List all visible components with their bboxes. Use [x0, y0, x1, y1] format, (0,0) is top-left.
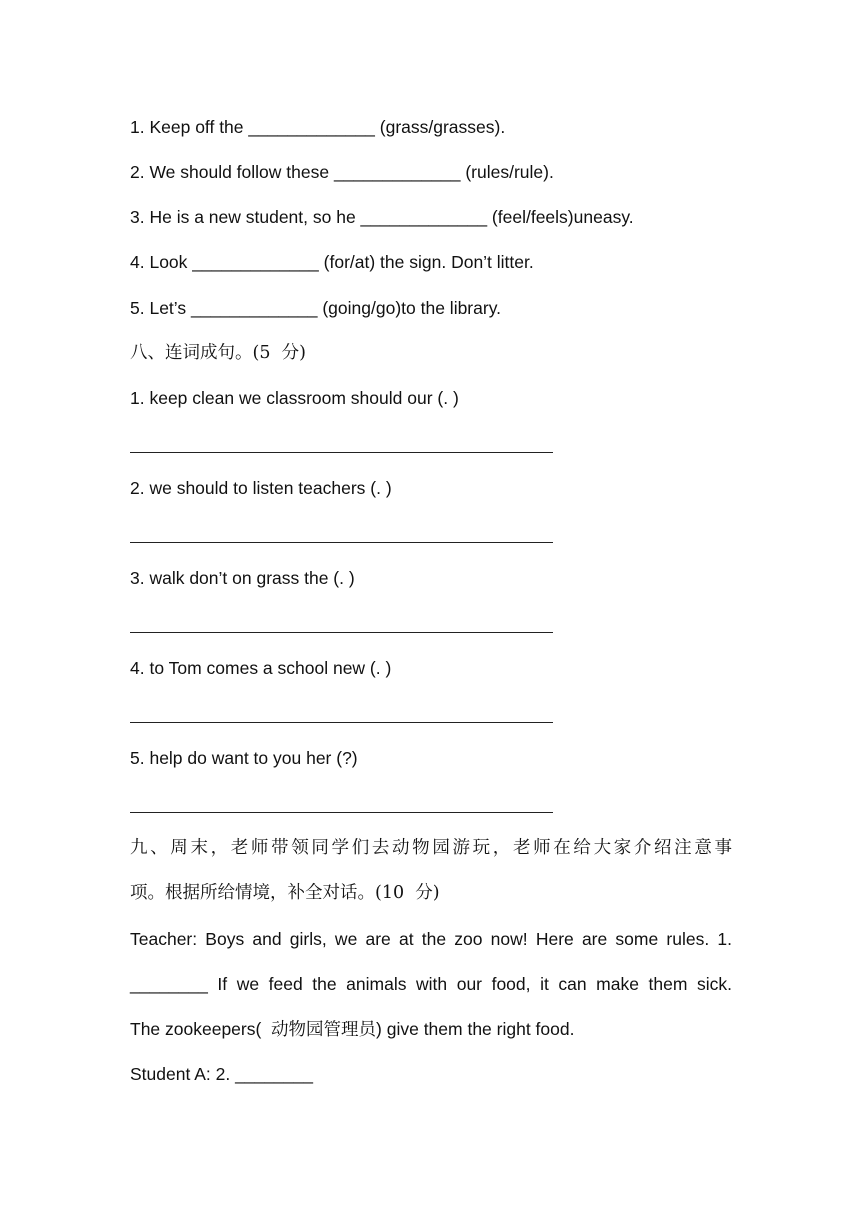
answer-line-4	[130, 722, 553, 723]
word-order-item-4: 4. to Tom comes a school new (. )	[130, 658, 392, 678]
dialog-line-4: Student A: 2. ________	[130, 1064, 313, 1084]
section-9-heading-line-2: 项。根据所给情境，补全对话。(10 分)	[130, 883, 440, 903]
answer-line-3	[130, 632, 553, 633]
dialog-line-3: The zookeepers( 动物园管理员) give them the right food.	[130, 1019, 575, 1039]
word-order-item-3: 3. walk don’t on grass the (. )	[130, 568, 355, 588]
word-order-item-5: 5. help do want to you her (?)	[130, 748, 358, 768]
fill-blank-item-4: 4. Look _____________ (for/at) the sign. Don’t litter.	[130, 252, 534, 272]
word-order-item-2: 2. we should to listen teachers (. )	[130, 478, 392, 498]
answer-line-2	[130, 542, 553, 543]
section-9-heading-line-1: 九、周末，老师带领同学们去动物园游玩，老师在给大家介绍注意事	[130, 838, 732, 858]
answer-line-1	[130, 452, 553, 453]
dialog-line-2: ________ If we feed the animals with our food, it can make them sick.	[130, 974, 732, 994]
dialog-line-1: Teacher: Boys and girls, we are at the zoo now! Here are some rules. 1.	[130, 929, 732, 949]
word-order-item-1: 1. keep clean we classroom should our (. )	[130, 388, 459, 408]
fill-blank-item-3: 3. He is a new student, so he _____________ (feel/feels)uneasy.	[130, 207, 634, 227]
section-8-heading: 八、连词成句。(5 分)	[130, 343, 306, 363]
fill-blank-item-2: 2. We should follow these _____________ (rules/rule).	[130, 162, 554, 182]
answer-line-5	[130, 812, 553, 813]
fill-blank-item-1: 1. Keep off the _____________ (grass/grasses).	[130, 117, 506, 137]
fill-blank-item-5: 5. Let’s _____________ (going/go)to the library.	[130, 298, 502, 318]
